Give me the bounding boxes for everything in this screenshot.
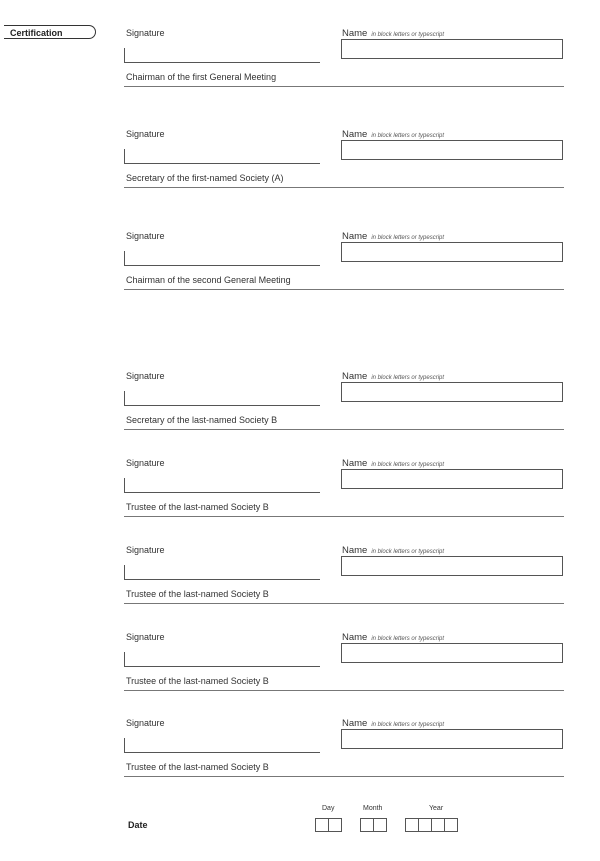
name-label: Name in block letters or typescript — [342, 28, 445, 39]
role-label: Trustee of the last-named Society B — [126, 589, 269, 599]
section-divider — [124, 86, 564, 87]
year-label: Year — [429, 805, 444, 812]
name-field[interactable] — [341, 643, 563, 663]
month-digit-box[interactable] — [360, 818, 374, 832]
name-hint: in block letters or typescript — [371, 235, 445, 241]
name-hint: in block letters or typescript — [371, 722, 445, 728]
signature-label: Signature — [126, 231, 165, 241]
signature-field[interactable] — [124, 478, 320, 493]
signature-field[interactable] — [124, 652, 320, 667]
section-divider — [124, 776, 564, 777]
name-label: Name in block letters or typescript — [342, 129, 445, 140]
name-hint: in block letters or typescript — [371, 32, 445, 38]
month-label: Month — [363, 805, 383, 812]
section-divider — [124, 516, 564, 517]
signature-label: Signature — [126, 718, 165, 728]
signature-section — [124, 129, 564, 189]
section-divider — [124, 289, 564, 290]
name-field[interactable] — [341, 382, 563, 402]
name-label: Name in block letters or typescript — [342, 371, 445, 382]
section-divider — [124, 603, 564, 604]
year-digit-box[interactable] — [418, 818, 432, 832]
signature-field[interactable] — [124, 391, 320, 406]
month-digit-box[interactable] — [373, 818, 387, 832]
signature-field[interactable] — [124, 251, 320, 266]
section-divider — [124, 187, 564, 188]
day-label: Day — [322, 805, 335, 812]
day-digit-box[interactable] — [315, 818, 329, 832]
name-field[interactable] — [341, 469, 563, 489]
name-label: Name in block letters or typescript — [342, 458, 445, 469]
signature-label: Signature — [126, 632, 165, 642]
role-label: Trustee of the last-named Society B — [126, 676, 269, 686]
name-label: Name in block letters or typescript — [342, 632, 445, 643]
name-field[interactable] — [341, 140, 563, 160]
signature-section — [124, 458, 564, 518]
role-label: Chairman of the second General Meeting — [126, 275, 291, 285]
signature-section — [124, 632, 564, 692]
name-field[interactable] — [341, 556, 563, 576]
signature-section — [124, 28, 564, 88]
name-label: Name in block letters or typescript — [342, 718, 445, 729]
signature-field[interactable] — [124, 48, 320, 63]
name-field[interactable] — [341, 729, 563, 749]
day-digit-box[interactable] — [328, 818, 342, 832]
name-hint: in block letters or typescript — [371, 462, 445, 468]
name-field[interactable] — [341, 39, 563, 59]
certification-tab: Certification — [4, 25, 96, 39]
name-label: Name in block letters or typescript — [342, 545, 445, 556]
signature-label: Signature — [126, 371, 165, 381]
year-digit-box[interactable] — [431, 818, 445, 832]
role-label: Chairman of the first General Meeting — [126, 72, 277, 82]
month-field — [360, 818, 386, 832]
signature-label: Signature — [126, 129, 165, 139]
signature-section — [124, 718, 564, 778]
signature-field[interactable] — [124, 738, 320, 753]
role-label: Trustee of the last-named Society B — [126, 502, 269, 512]
role-label: Secretary of the first-named Society (A) — [126, 173, 284, 183]
section-divider — [124, 690, 564, 691]
name-label: Name in block letters or typescript — [342, 231, 445, 242]
name-hint: in block letters or typescript — [371, 133, 445, 139]
role-label: Trustee of the last-named Society B — [126, 762, 269, 772]
day-field — [315, 818, 341, 832]
role-label: Secretary of the last-named Society B — [126, 415, 278, 425]
signature-label: Signature — [126, 458, 165, 468]
name-hint: in block letters or typescript — [371, 375, 445, 381]
year-digit-box[interactable] — [444, 818, 458, 832]
date-section — [124, 800, 564, 840]
signature-field[interactable] — [124, 565, 320, 580]
name-hint: in block letters or typescript — [371, 549, 445, 555]
name-hint: in block letters or typescript — [371, 636, 445, 642]
signature-section — [124, 545, 564, 605]
year-field — [405, 818, 457, 832]
year-digit-box[interactable] — [405, 818, 419, 832]
section-divider — [124, 429, 564, 430]
signature-label: Signature — [126, 545, 165, 555]
signature-label: Signature — [126, 28, 165, 38]
signature-field[interactable] — [124, 149, 320, 164]
name-field[interactable] — [341, 242, 563, 262]
date-label: Date — [128, 820, 148, 830]
signature-section — [124, 371, 564, 431]
signature-section — [124, 231, 564, 291]
